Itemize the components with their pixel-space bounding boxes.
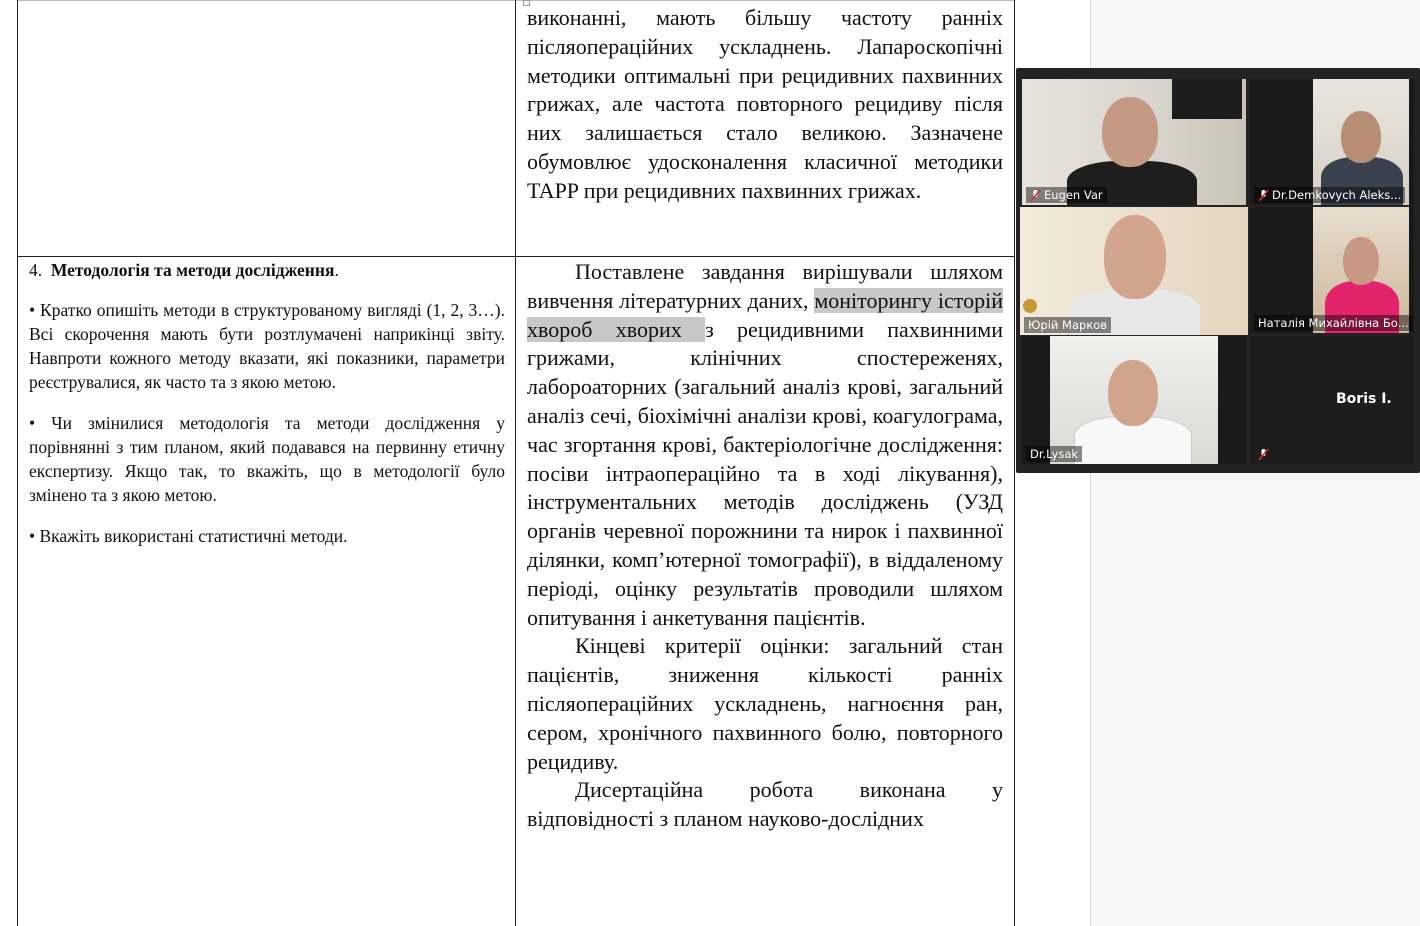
table-top-border (17, 0, 1015, 1)
participant-tile[interactable] (1250, 79, 1414, 205)
section-title-end: . (334, 260, 339, 280)
participant-name-tag (1254, 447, 1273, 462)
text-selection-highlight: моніторингу історій хвороб хворих (527, 287, 1003, 342)
methods-text-start: Поставлене завдання вирішували шляхом вивчення літературних даних, (527, 259, 1003, 313)
table-row-divider (17, 256, 1015, 257)
row2-left-cell[interactable] (29, 258, 505, 565)
muted-mic-icon (1258, 189, 1269, 202)
dissertation-paragraph: Дисертаційна робота виконана у відповідності з планом науково-дослідних (527, 777, 1003, 832)
participant-name-tag: Юрій Марков (1024, 317, 1111, 333)
participant-name-tag: Eugen Var (1026, 187, 1107, 203)
criteria-paragraph: Кінцеві критерії оцінки: загальний стан пацієнтів, зниження кількості ранніх післяопераційних ускладнень, нагноєння ран, сером, хронічного пахвинного болю, повторного рецидиву. (527, 633, 1003, 774)
active-speaker-tile[interactable] (1020, 207, 1248, 335)
bullet-statistics: • Вкажіть використані статистичні методи. (29, 526, 348, 546)
bullet-methods: • Кратко опишіть методи в структурованому вигляді (1, 2, 3…). Всі скорочення мають бути розтлумачені наприкінці звіту. Навпроти кожного методу вказати, які показники, параметри реєструвалися, як часто та з якою метою. (29, 300, 505, 392)
muted-mic-icon (1030, 189, 1041, 202)
reaction-icon (1023, 299, 1037, 313)
participant-name-tag: Dr.Demkovych Aleks... (1254, 187, 1405, 203)
participant-tile-video-off[interactable] (1250, 336, 1414, 464)
section-number: 4. (29, 260, 43, 280)
section-title: Методологія та методи дослідження (50, 260, 335, 280)
row2-right-cell[interactable] (527, 258, 1003, 834)
participant-name-large: Boris I. (1336, 391, 1392, 407)
participant-tile[interactable] (1022, 79, 1246, 205)
participant-video (1050, 336, 1218, 464)
video-gallery-panel[interactable] (1016, 68, 1420, 473)
table-column-divider (515, 0, 516, 926)
methods-text-end: з рецидивними пахвинними грижами, клінічних спостереженях, лабороаторних (загальний аналіз крові, загальний аналіз сечі, біохімічні аналізи крові, коагулограма, час згортання крові, бактеріологічне дослідження: посіви інтраопераційно та в ході лікування), інструментальних методів досліджень (УЗД органів черевної порожнини та нирок і пахвинної ділянки, комп’ютерної томографії), в віддаленому періоді, оцінку результатів проводили шляхом опитування і анкетування пацієнтів. (527, 316, 1003, 630)
row1-right-text: виконанні, мають більшу частоту ранніх післяопераційних ускладнень. Лапароскопічні методики оптимальні при рецидивних пахвинних грижах, але частота повторного рецидиву після них залишається стало великою. Зазначене обумовлює удосконалення класичної методики TAPP при рецидивних пахвинних грижах. (527, 5, 1003, 203)
bullet-changes: • Чи змінилися методологія та методи дослідження у порівнянні з тим планом, який подавався на первинну етичну експертизу. Якщо так, то вкажіть, що в методології було змінено та з якою метою. (29, 413, 505, 505)
table-right-border (1014, 0, 1015, 926)
section-heading (29, 258, 505, 282)
row1-right-cell[interactable] (527, 4, 1003, 206)
table-left-border (17, 0, 18, 926)
muted-mic-icon (1258, 448, 1269, 461)
participant-tile[interactable] (1022, 336, 1246, 464)
participant-video (1020, 207, 1248, 335)
participant-tile[interactable] (1250, 207, 1414, 333)
methods-paragraph (527, 258, 1003, 632)
participant-name-tag: Наталія Михайлівна Бо... (1254, 315, 1413, 331)
participant-name-tag: Dr.Lysak (1026, 446, 1082, 462)
